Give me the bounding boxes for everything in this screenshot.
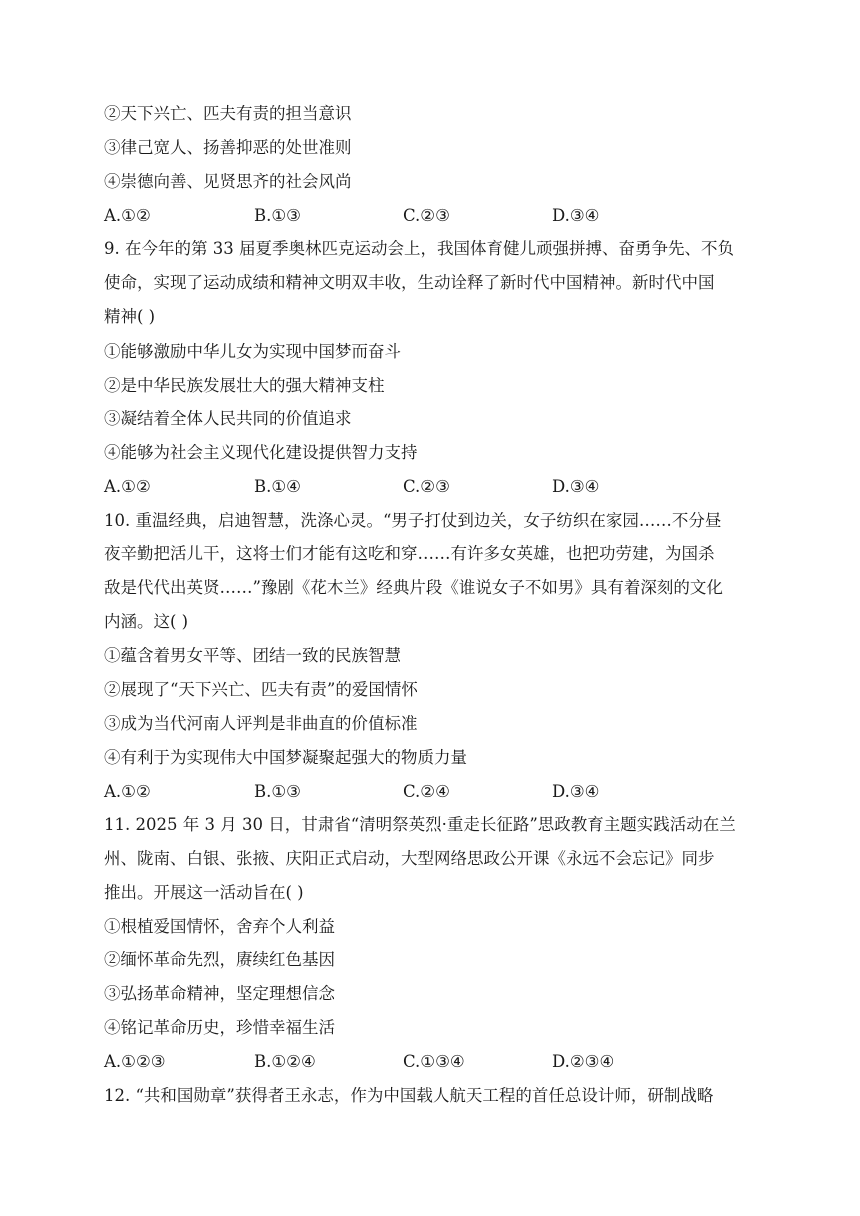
q9-option-c: C.②③ <box>403 477 450 496</box>
q10-option-a: A.①② <box>104 782 151 801</box>
q9-stem-line-3: 精神( ) <box>104 307 156 326</box>
q11-option-a: A.①②③ <box>104 1052 166 1071</box>
q10-stem-line-2: 夜辛勤把活儿干，这将士们才能有这吃和穿……有许多女英雄，也把功劳建，为国杀 <box>104 544 715 563</box>
q11-stem-line-2: 州、陇南、白银、张掖、庆阳正式启动，大型网络思政公开课《永远不会忘记》同步 <box>104 849 715 868</box>
q9-options <box>104 476 764 498</box>
q9-item-3: ③凝结着全体人民共同的价值追求 <box>104 409 352 428</box>
q8-item-2: ②天下兴亡、匹夫有责的担当意识 <box>104 104 352 123</box>
q11-item-2: ②缅怀革命先烈，赓续红色基因 <box>104 950 335 969</box>
q11-item-1: ①根植爱国情怀，舍弃个人利益 <box>104 917 335 936</box>
q10-item-2: ②展现了“天下兴亡、匹夫有责”的爱国情怀 <box>104 680 418 699</box>
q10-option-c: C.②④ <box>403 782 450 801</box>
q9-option-a: A.①② <box>104 477 151 496</box>
q9-option-d: D.③④ <box>552 477 600 496</box>
q8-item-3: ③律己宽人、扬善抑恶的处世准则 <box>104 138 352 157</box>
q10-stem-line-4: 内涵。这( ) <box>104 612 189 631</box>
q10-item-4: ④有利于为实现伟大中国梦凝聚起强大的物质力量 <box>104 748 467 767</box>
q10-stem-line-1: 10. 重温经典，启迪智慧，洗涤心灵。“男子打仗到边关，女子纺织在家园……不分昼 <box>104 511 722 530</box>
q12-stem-line-1: 12. “共和国勋章”获得者王永志，作为中国载人航天工程的首任总设计师，研制战略 <box>104 1086 714 1105</box>
q11-stem-line-1: 11. 2025 年 3 月 30 日，甘肃省“清明祭英烈·重走长征路”思政教育主题实践活动在兰 <box>104 815 736 834</box>
q11-option-b: B.①②④ <box>254 1052 316 1071</box>
q11-stem-line-3: 推出。开展这一活动旨在( ) <box>104 883 304 902</box>
q11-option-c: C.①③④ <box>403 1052 465 1071</box>
q10-options <box>104 781 764 803</box>
q10-option-d: D.③④ <box>552 782 600 801</box>
q8-option-a: A.①② <box>104 206 151 225</box>
q9-stem-line-1: 9. 在今年的第 33 届夏季奥林匹克运动会上，我国体育健儿顽强拼搏、奋勇争先、不负 <box>104 239 734 258</box>
q11-item-3: ③弘扬革命精神，坚定理想信念 <box>104 984 335 1003</box>
q11-item-4: ④铭记革命历史，珍惜幸福生活 <box>104 1018 335 1037</box>
q10-option-b: B.①③ <box>254 782 301 801</box>
q8-option-c: C.②③ <box>403 206 450 225</box>
q8-option-b: B.①③ <box>254 206 301 225</box>
q10-stem-line-3: 敌是代代出英贤……”豫剧《花木兰》经典片段《谁说女子不如男》具有着深刻的文化 <box>104 578 723 597</box>
q8-option-d: D.③④ <box>552 206 600 225</box>
q10-item-1: ①蕴含着男女平等、团结一致的民族智慧 <box>104 646 401 665</box>
q11-option-d: D.②③④ <box>552 1052 615 1071</box>
q10-item-3: ③成为当代河南人评判是非曲直的价值标准 <box>104 714 418 733</box>
q8-item-4: ④崇德向善、见贤思齐的社会风尚 <box>104 172 352 191</box>
q9-stem-line-2: 使命，实现了运动成绩和精神文明双丰收，生动诠释了新时代中国精神。新时代中国 <box>104 273 715 292</box>
q9-item-1: ①能够激励中华儿女为实现中国梦而奋斗 <box>104 342 401 361</box>
q9-item-4: ④能够为社会主义现代化建设提供智力支持 <box>104 443 418 462</box>
q9-item-2: ②是中华民族发展壮大的强大精神支柱 <box>104 376 385 395</box>
q9-option-b: B.①④ <box>254 477 301 496</box>
q11-options <box>104 1051 764 1073</box>
q8-options <box>104 205 764 227</box>
